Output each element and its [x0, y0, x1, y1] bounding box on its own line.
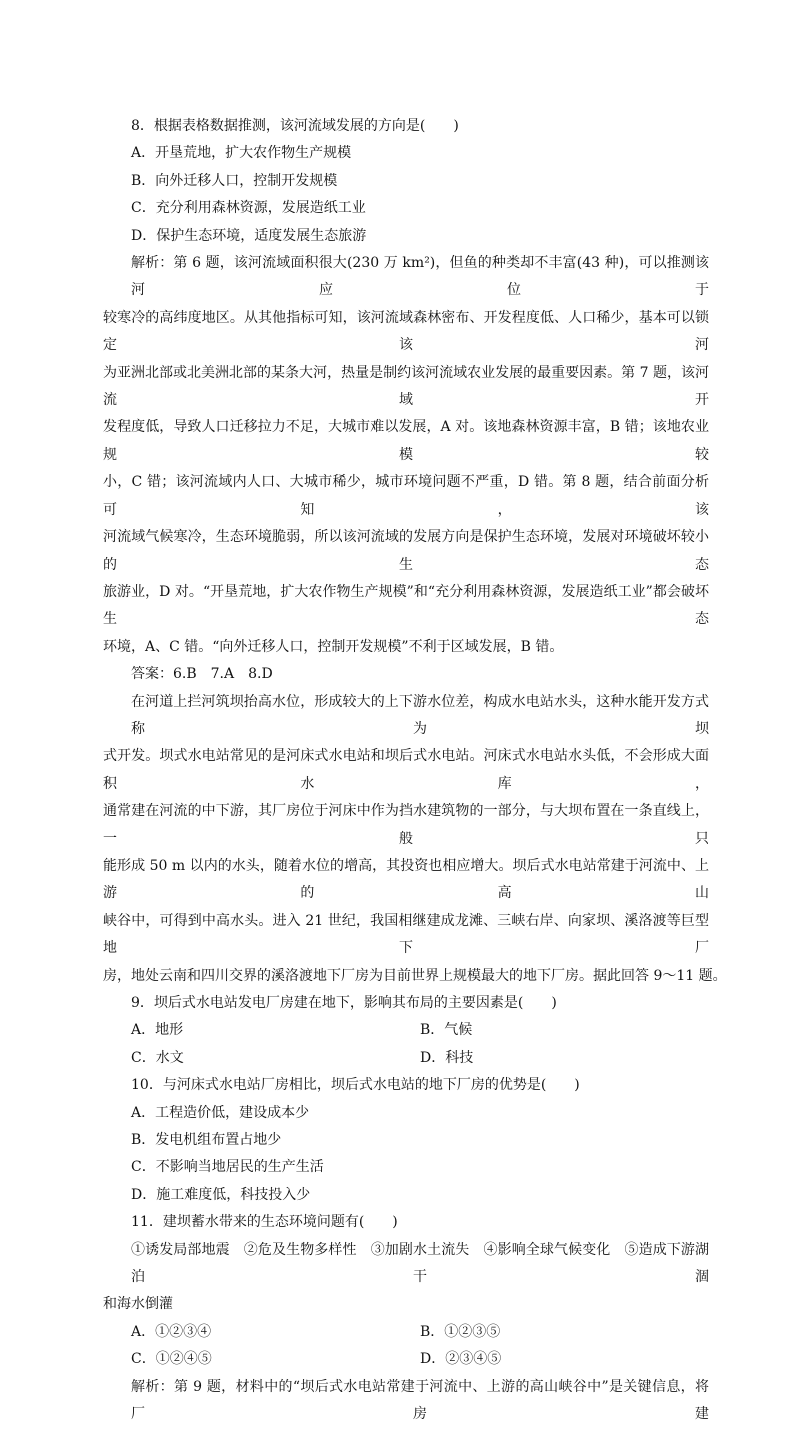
analysis-6-8: [103, 250, 709, 661]
question-8: [103, 113, 709, 250]
question-9: [103, 990, 709, 1072]
option-b: B．发电机组布置占地少: [131, 1132, 282, 1149]
question-stem: 11．建坝蓄水带来的生态环境问题有( ): [131, 1214, 398, 1231]
option-d: D．保护生态环境，适度发展生态旅游: [131, 227, 367, 244]
question-stem: 9．坝后式水电站发电厂房建在地下，影响其布局的主要因素是( ): [131, 995, 557, 1011]
analysis-line: 环境，A、C 错。“向外迁移人口，控制开发规模”不利于区域发展，B 错。: [103, 638, 564, 655]
question-stem: 8．根据表格数据推测，该河流域发展的方向是( ): [131, 118, 459, 134]
options-row: [103, 1319, 709, 1346]
passage-line: 峡谷中，可得到中高水头。进入 21 世纪，我国相继建成龙滩、三峡右岸、向家坝、溪洛渡等巨型地下厂: [103, 912, 709, 957]
analysis-9-11: 解析：第 9 题，材料中的“坝后式水电站常建于河流中、上游的高山峡谷中”是关键信息，将厂房建: [131, 1378, 709, 1423]
analysis-line: 河流域气候寒冷，生态环境脆弱，所以该河流域的发展方向是保护生态环境，发展对环境破坏较小的生态: [103, 529, 709, 573]
reading-passage: [103, 689, 727, 990]
analysis-line: 较寒冷的高纬度地区。从其他指标可知，该河流域森林密布、开发程度低、人口稀少，基本可以锁定该河: [103, 309, 709, 354]
analysis-line: 解析：第 6 题，该河流域面积很大(230 万 km²)，但鱼的种类却不丰富(43 种)，可以推测该河应位于: [131, 255, 709, 299]
analysis-line: 为亚洲北部或北美洲北部的某条大河，热量是制约该河流域农业发展的最重要因素。第 7 题，该河流域开: [103, 364, 709, 409]
passage-line: 通常建在河流的中下游，其厂房位于河床中作为挡水建筑物的一部分，与大坝布置在一条直线上，一般只: [103, 803, 709, 847]
question-11: [103, 1209, 709, 1373]
options-row: [103, 1017, 709, 1044]
option-d: D．②③④⑤: [420, 1351, 502, 1368]
option-a: A．工程造价低，建设成本少: [131, 1104, 310, 1121]
analysis-line: 发程度低，导致人口迁移拉力不足，大城市难以发展，A 对。该地森林资源丰富，B 错；该地农业规模较: [103, 419, 709, 463]
option-b: B．向外迁移人口，控制开发规模: [131, 172, 338, 189]
options-row: [103, 1045, 709, 1072]
question-stem: 10．与河床式水电站厂房相比，坝后式水电站的地下厂房的优势是( ): [131, 1077, 580, 1094]
options-row: [103, 1346, 709, 1373]
passage-line: 式开发。坝式水电站常见的是河床式水电站和坝后式水电站。河床式水电站水头低，不会形成大面积水库，: [103, 748, 709, 792]
option-d: D．科技: [420, 1049, 474, 1066]
option-a: A．开垦荒地，扩大农作物生产规模: [131, 145, 352, 162]
option-c: C．水文: [131, 1049, 184, 1066]
option-a: A．①②③④: [131, 1323, 212, 1340]
option-b: B．①②③⑤: [420, 1323, 501, 1340]
page-content: [103, 113, 727, 1429]
passage-line: 房，地处云南和四川交界的溪洛渡地下厂房为目前世界上规模最大的地下厂房。据此回答 9～11 题。: [103, 967, 727, 984]
answer-6-8: 答案：6.B 7.A 8.D: [131, 666, 273, 683]
analysis-line: 旅游业，D 对。“开垦荒地，扩大农作物生产规模”和“充分利用森林资源，发展造纸工业”都会破坏生态: [103, 583, 709, 628]
statement-items: ①诱发局部地震 ②危及生物多样性 ③加剧水土流失 ④影响全球气候变化 ⑤造成下游湖泊干涸: [131, 1241, 709, 1286]
option-a: A．地形: [131, 1022, 184, 1039]
option-d: D．施工难度低，科技投入少: [131, 1186, 311, 1203]
passage-line: 能形成 50 m 以内的水头，随着水位的增高，其投资也相应增大。坝后式水电站常建于河流中、上游的高山: [103, 857, 709, 902]
option-b: B．气候: [420, 1022, 473, 1039]
statement-items-continued: 和海水倒灌: [103, 1296, 173, 1313]
option-c: C．不影响当地居民的生产生活: [131, 1159, 324, 1176]
option-c: C．充分利用森林资源，发展造纸工业: [131, 200, 366, 217]
passage-line: 在河道上拦河筑坝抬高水位，形成较大的上下游水位差，构成水电站水头，这种水能开发方式称为坝: [131, 693, 709, 737]
analysis-line: 小，C 错；该河流域内人口、大城市稀少，城市环境问题不严重，D 错。第 8 题，结合前面分析可知，该: [103, 474, 709, 518]
option-c: C．①②④⑤: [131, 1351, 212, 1368]
question-10: [103, 1072, 709, 1209]
